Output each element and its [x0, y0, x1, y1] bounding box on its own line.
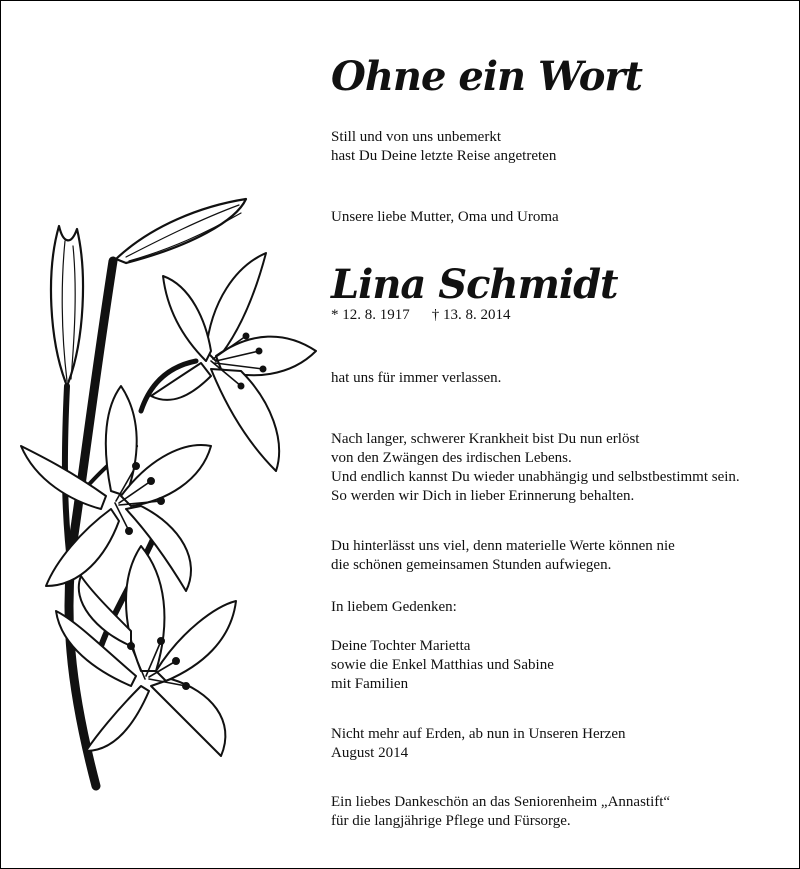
- paragraph1-line-1: Nach langer, schwerer Krankheit bist Du nun erlöst: [331, 431, 640, 447]
- thanks-line-1: Ein liebes Dankeschön an das Seniorenheim „Annastift“: [331, 794, 671, 810]
- thanks-line-2: für die langjährige Pflege und Fürsorge.: [331, 813, 571, 829]
- birth-date: * 12. 8. 1917: [331, 307, 410, 323]
- intro-line-2: hast Du Deine letzte Reise angetreten: [331, 148, 557, 164]
- paragraph2-line-2: die schönen gemeinsamen Stunden aufwiegen.: [331, 557, 612, 573]
- lily-flowers-illustration: [1, 191, 321, 791]
- mourner-line-3: mit Familien: [331, 676, 409, 692]
- relation-line: Unsere liebe Mutter, Oma und Uroma: [331, 209, 559, 225]
- life-dates: [331, 306, 511, 325]
- paragraph1-line-2: von den Zwängen des irdischen Lebens.: [331, 450, 572, 466]
- left-us-line: hat uns für immer verlassen.: [331, 370, 502, 386]
- closing-line-1: Nicht mehr auf Erden, ab nun in Unseren Herzen: [331, 726, 626, 742]
- closing-line-2: August 2014: [331, 745, 409, 761]
- paragraph1-line-4: So werden wir Dich in lieber Erinnerung behalten.: [331, 488, 635, 504]
- deceased-name: Lina Schmidt: [331, 261, 618, 308]
- intro-line-1: Still und von uns unbemerkt: [331, 129, 501, 145]
- memorial-label: In liebem Gedenken:: [331, 599, 457, 615]
- mourner-line-2: sowie die Enkel Matthias und Sabine: [331, 657, 554, 673]
- notice-title: Ohne ein Wort: [331, 53, 642, 100]
- death-date: † 13. 8. 2014: [431, 307, 511, 323]
- paragraph1-line-3: Und endlich kannst Du wieder unabhängig und selbstbestimmt sein.: [331, 469, 740, 485]
- paragraph2-line-1: Du hinterlässt uns viel, denn materielle Werte können nie: [331, 538, 675, 554]
- mourner-line-1: Deine Tochter Marietta: [331, 638, 471, 654]
